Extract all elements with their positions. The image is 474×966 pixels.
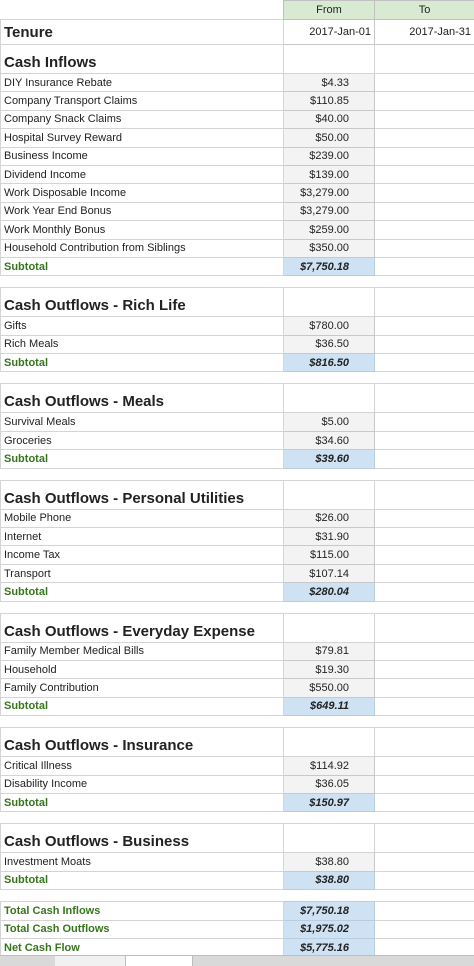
- section-title[interactable]: Cash Outflows - Insurance: [1, 728, 284, 757]
- row-label[interactable]: Family Contribution: [1, 679, 284, 697]
- spacer-row: [1, 601, 474, 613]
- empty-cell[interactable]: [375, 853, 474, 871]
- row-label[interactable]: Work Year End Bonus: [1, 202, 284, 220]
- subtotal-label[interactable]: Subtotal: [1, 450, 284, 468]
- empty-cell[interactable]: [375, 335, 474, 353]
- row-value[interactable]: $26.00: [284, 509, 375, 527]
- empty-cell[interactable]: [375, 902, 474, 920]
- empty-cell[interactable]: [375, 716, 474, 728]
- tenure-row: [1, 20, 474, 45]
- total-value[interactable]: $7,750.18: [284, 902, 375, 920]
- row-label[interactable]: Investment Moats: [1, 853, 284, 871]
- row-value[interactable]: $239.00: [284, 147, 375, 165]
- subtotal-row: [1, 583, 474, 601]
- empty-cell[interactable]: [375, 660, 474, 678]
- section-header-row: [1, 613, 474, 642]
- subtotal-value[interactable]: $150.97: [284, 793, 375, 811]
- total-label[interactable]: Total Cash Inflows: [1, 902, 284, 920]
- empty-cell[interactable]: [375, 384, 474, 413]
- empty-cell[interactable]: [284, 613, 375, 642]
- empty-cell[interactable]: [284, 824, 375, 853]
- row-label[interactable]: Household Contribution from Siblings: [1, 239, 284, 257]
- row-value[interactable]: $38.80: [284, 853, 375, 871]
- empty-cell[interactable]: [375, 642, 474, 660]
- to-date-cell[interactable]: 2017-Jan-31: [375, 20, 474, 45]
- section-title[interactable]: Cash Outflows - Personal Utilities: [1, 480, 284, 509]
- table-row: [1, 92, 474, 110]
- spacer-row: [1, 812, 474, 824]
- empty-cell[interactable]: [375, 147, 474, 165]
- subtotal-value[interactable]: $649.11: [284, 697, 375, 715]
- section-title[interactable]: Cash Outflows - Rich Life: [1, 288, 284, 317]
- table-row: [1, 165, 474, 183]
- row-label[interactable]: Critical Illness: [1, 757, 284, 775]
- empty-cell[interactable]: [375, 110, 474, 128]
- tenure-label[interactable]: Tenure: [1, 20, 284, 45]
- empty-cell[interactable]: [1, 812, 284, 824]
- empty-cell[interactable]: [375, 480, 474, 509]
- row-value[interactable]: $3,279.00: [284, 202, 375, 220]
- subtotal-row: [1, 871, 474, 889]
- empty-cell[interactable]: [375, 920, 474, 938]
- empty-cell[interactable]: [1, 890, 284, 902]
- subtotal-label[interactable]: Subtotal: [1, 354, 284, 372]
- table-row: [1, 642, 474, 660]
- row-label[interactable]: Gifts: [1, 317, 284, 335]
- empty-cell[interactable]: [375, 468, 474, 480]
- empty-cell[interactable]: [375, 45, 474, 74]
- table-row: [1, 184, 474, 202]
- row-label[interactable]: Rich Meals: [1, 335, 284, 353]
- from-column-header[interactable]: From: [284, 1, 375, 20]
- subtotal-row: [1, 697, 474, 715]
- table-row: [1, 660, 474, 678]
- section-header-row: [1, 480, 474, 509]
- empty-cell[interactable]: [375, 697, 474, 715]
- row-value[interactable]: $5.00: [284, 413, 375, 431]
- row-value[interactable]: $139.00: [284, 165, 375, 183]
- total-row: [1, 902, 474, 920]
- empty-cell[interactable]: [375, 871, 474, 889]
- section-header-row: [1, 728, 474, 757]
- section-header-row: [1, 384, 474, 413]
- row-value[interactable]: $114.92: [284, 757, 375, 775]
- subtotal-label[interactable]: Subtotal: [1, 697, 284, 715]
- section-title[interactable]: Cash Inflows: [1, 45, 284, 74]
- table-row: [1, 129, 474, 147]
- table-row: [1, 74, 474, 92]
- row-value[interactable]: $259.00: [284, 221, 375, 239]
- row-label[interactable]: Mobile Phone: [1, 509, 284, 527]
- total-value[interactable]: $5,775.16: [284, 938, 375, 956]
- empty-cell[interactable]: [284, 45, 375, 74]
- subtotal-label[interactable]: Subtotal: [1, 257, 284, 275]
- table-row: [1, 221, 474, 239]
- empty-cell[interactable]: [375, 129, 474, 147]
- row-label[interactable]: Income Tax: [1, 546, 284, 564]
- row-label[interactable]: Company Snack Claims: [1, 110, 284, 128]
- empty-cell[interactable]: [375, 413, 474, 431]
- subtotal-row: [1, 450, 474, 468]
- total-value[interactable]: $1,975.02: [284, 920, 375, 938]
- empty-cell[interactable]: [284, 728, 375, 757]
- total-row: [1, 920, 474, 938]
- sheet-tab-bar: [0, 955, 474, 966]
- empty-cell[interactable]: [375, 257, 474, 275]
- row-label[interactable]: Work Disposable Income: [1, 184, 284, 202]
- empty-cell[interactable]: [375, 221, 474, 239]
- row-label[interactable]: Dividend Income: [1, 165, 284, 183]
- empty-cell[interactable]: [375, 546, 474, 564]
- empty-cell[interactable]: [284, 480, 375, 509]
- empty-cell[interactable]: [284, 716, 375, 728]
- row-label[interactable]: Company Transport Claims: [1, 92, 284, 110]
- row-value[interactable]: $19.30: [284, 660, 375, 678]
- to-column-header[interactable]: To: [375, 1, 474, 20]
- table-row: [1, 509, 474, 527]
- empty-cell[interactable]: [375, 276, 474, 288]
- subtotal-label[interactable]: Subtotal: [1, 871, 284, 889]
- row-value[interactable]: $36.50: [284, 335, 375, 353]
- empty-cell[interactable]: [375, 757, 474, 775]
- empty-cell[interactable]: [284, 890, 375, 902]
- total-label[interactable]: Net Cash Flow: [1, 938, 284, 956]
- empty-cell[interactable]: [375, 564, 474, 582]
- row-label[interactable]: Groceries: [1, 431, 284, 449]
- section-title[interactable]: Cash Outflows - Everyday Expense: [1, 613, 284, 642]
- subtotal-row: [1, 257, 474, 275]
- empty-cell[interactable]: [375, 450, 474, 468]
- empty-cell[interactable]: [375, 288, 474, 317]
- empty-cell[interactable]: [1, 601, 284, 613]
- row-label[interactable]: Household: [1, 660, 284, 678]
- table-row: [1, 757, 474, 775]
- corner-cell[interactable]: [1, 1, 284, 20]
- empty-cell[interactable]: [284, 384, 375, 413]
- table-row: [1, 564, 474, 582]
- empty-cell[interactable]: [375, 372, 474, 384]
- section-header-row: [1, 288, 474, 317]
- empty-cell[interactable]: [375, 202, 474, 220]
- row-label[interactable]: Family Member Medical Bills: [1, 642, 284, 660]
- from-date-cell[interactable]: 2017-Jan-01: [284, 20, 375, 45]
- subtotal-row: [1, 793, 474, 811]
- empty-cell[interactable]: [375, 317, 474, 335]
- empty-cell[interactable]: [284, 468, 375, 480]
- spacer-row: [1, 716, 474, 728]
- empty-cell[interactable]: [1, 372, 284, 384]
- empty-cell[interactable]: [375, 812, 474, 824]
- row-value[interactable]: $3,279.00: [284, 184, 375, 202]
- table-row: [1, 413, 474, 431]
- row-value[interactable]: $780.00: [284, 317, 375, 335]
- row-label[interactable]: Internet: [1, 528, 284, 546]
- row-label[interactable]: Disability Income: [1, 775, 284, 793]
- row-value[interactable]: $107.14: [284, 564, 375, 582]
- total-label[interactable]: Total Cash Outflows: [1, 920, 284, 938]
- row-value[interactable]: $4.33: [284, 74, 375, 92]
- row-label[interactable]: Business Income: [1, 147, 284, 165]
- row-value[interactable]: $34.60: [284, 431, 375, 449]
- row-value[interactable]: $40.00: [284, 110, 375, 128]
- empty-cell[interactable]: [375, 775, 474, 793]
- row-label[interactable]: Survival Meals: [1, 413, 284, 431]
- subtotal-value[interactable]: $39.60: [284, 450, 375, 468]
- subtotal-label[interactable]: Subtotal: [1, 583, 284, 601]
- table-row: [1, 853, 474, 871]
- empty-cell[interactable]: [1, 468, 284, 480]
- empty-cell[interactable]: [375, 824, 474, 853]
- spacer-row: [1, 276, 474, 288]
- table-row: [1, 147, 474, 165]
- table-row: [1, 546, 474, 564]
- table-row: [1, 202, 474, 220]
- empty-cell[interactable]: [375, 184, 474, 202]
- empty-cell[interactable]: [375, 92, 474, 110]
- empty-cell[interactable]: [375, 74, 474, 92]
- spacer-row: [1, 468, 474, 480]
- row-value[interactable]: $79.81: [284, 642, 375, 660]
- table-row: [1, 431, 474, 449]
- subtotal-value[interactable]: $280.04: [284, 583, 375, 601]
- empty-cell[interactable]: [375, 509, 474, 527]
- row-label[interactable]: Hospital Survey Reward: [1, 129, 284, 147]
- row-value[interactable]: $36.05: [284, 775, 375, 793]
- empty-cell[interactable]: [375, 528, 474, 546]
- empty-cell[interactable]: [284, 288, 375, 317]
- table-row: [1, 775, 474, 793]
- empty-cell[interactable]: [284, 812, 375, 824]
- section-header-row: [1, 45, 474, 74]
- row-value[interactable]: $550.00: [284, 679, 375, 697]
- subtotal-value[interactable]: $7,750.18: [284, 257, 375, 275]
- table-row: [1, 110, 474, 128]
- empty-cell[interactable]: [284, 372, 375, 384]
- table-row: [1, 317, 474, 335]
- row-value[interactable]: $115.00: [284, 546, 375, 564]
- empty-cell[interactable]: [375, 583, 474, 601]
- empty-cell[interactable]: [375, 601, 474, 613]
- section-header-row: [1, 824, 474, 853]
- spacer-row: [1, 372, 474, 384]
- empty-cell[interactable]: [284, 276, 375, 288]
- row-value[interactable]: $50.00: [284, 129, 375, 147]
- table-row: [1, 239, 474, 257]
- empty-cell[interactable]: [375, 890, 474, 902]
- row-label[interactable]: Work Monthly Bonus: [1, 221, 284, 239]
- empty-cell[interactable]: [375, 679, 474, 697]
- table-row: [1, 679, 474, 697]
- empty-cell[interactable]: [375, 239, 474, 257]
- empty-cell[interactable]: [375, 431, 474, 449]
- subtotal-value[interactable]: $816.50: [284, 354, 375, 372]
- row-label[interactable]: Transport: [1, 564, 284, 582]
- empty-cell[interactable]: [1, 276, 284, 288]
- table-row: [1, 335, 474, 353]
- row-label[interactable]: DIY Insurance Rebate: [1, 74, 284, 92]
- column-header-row: [1, 1, 474, 20]
- subtotal-row: [1, 354, 474, 372]
- empty-cell[interactable]: [375, 165, 474, 183]
- row-value[interactable]: $350.00: [284, 239, 375, 257]
- row-value[interactable]: $110.85: [284, 92, 375, 110]
- section-title[interactable]: Cash Outflows - Business: [1, 824, 284, 853]
- empty-cell[interactable]: [375, 793, 474, 811]
- empty-cell[interactable]: [375, 354, 474, 372]
- table-row: [1, 528, 474, 546]
- subtotal-label[interactable]: Subtotal: [1, 793, 284, 811]
- section-title[interactable]: Cash Outflows - Meals: [1, 384, 284, 413]
- empty-cell[interactable]: [375, 613, 474, 642]
- empty-cell[interactable]: [1, 716, 284, 728]
- empty-cell[interactable]: [375, 728, 474, 757]
- subtotal-value[interactable]: $38.80: [284, 871, 375, 889]
- empty-cell[interactable]: [284, 601, 375, 613]
- row-value[interactable]: $31.90: [284, 528, 375, 546]
- spacer-row: [1, 890, 474, 902]
